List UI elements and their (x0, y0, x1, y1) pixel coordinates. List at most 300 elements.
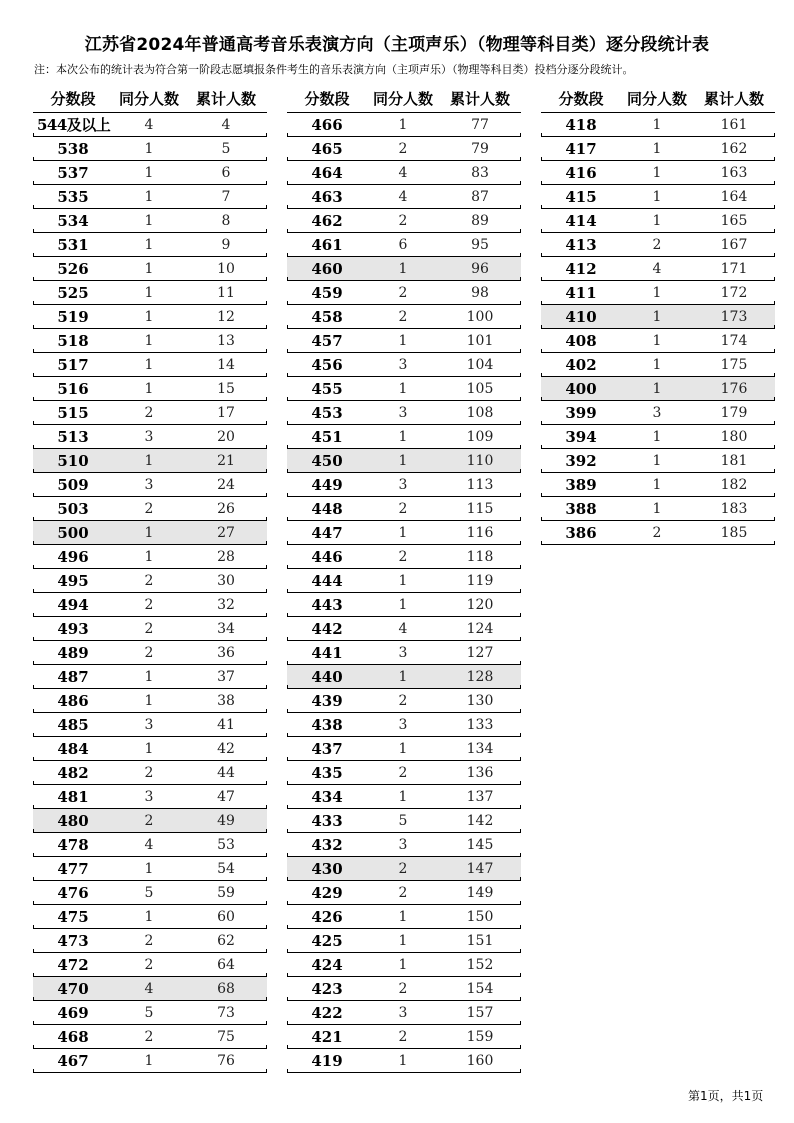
count-cell: 1 (144, 524, 154, 541)
score-cell: 493 (57, 619, 89, 638)
total-cell: 68 (217, 980, 235, 997)
total-cell: 164 (720, 188, 748, 205)
table-row (287, 641, 521, 665)
table-row (33, 569, 267, 593)
total-cell: 167 (720, 236, 748, 253)
total-cell: 30 (217, 572, 235, 589)
count-cell: 1 (398, 596, 408, 613)
count-cell: 1 (652, 452, 662, 469)
count-cell: 1 (652, 188, 662, 205)
score-cell: 494 (57, 595, 89, 614)
total-cell: 4 (221, 116, 231, 133)
total-cell: 77 (471, 116, 489, 133)
total-cell: 171 (720, 260, 748, 277)
count-cell: 2 (398, 308, 408, 325)
total-cell: 108 (466, 404, 494, 421)
score-cell: 455 (311, 379, 343, 398)
count-cell: 1 (144, 308, 154, 325)
total-cell: 5 (221, 140, 231, 157)
header-count: 同分人数 (626, 89, 687, 108)
table-header (33, 84, 267, 113)
table-row (287, 665, 521, 689)
score-cell: 477 (57, 859, 89, 878)
total-cell: 47 (217, 788, 235, 805)
score-cell: 453 (311, 403, 343, 422)
table-column-2 (287, 84, 521, 1073)
total-cell: 137 (466, 788, 494, 805)
score-cell: 447 (311, 523, 343, 542)
score-cell: 534 (57, 211, 89, 230)
score-cell: 440 (311, 667, 343, 686)
count-cell: 3 (144, 716, 154, 733)
score-cell: 473 (57, 931, 89, 950)
total-cell: 15 (217, 380, 235, 397)
score-cell: 465 (311, 139, 343, 158)
table-row (287, 233, 521, 257)
total-cell: 163 (720, 164, 748, 181)
table-row (287, 257, 521, 281)
total-cell: 180 (720, 428, 748, 445)
score-cell: 429 (311, 883, 343, 902)
score-cell: 450 (311, 451, 343, 470)
table-row (287, 137, 521, 161)
total-cell: 175 (720, 356, 748, 373)
score-cell: 475 (57, 907, 89, 926)
table-header (287, 84, 521, 113)
total-cell: 136 (466, 764, 494, 781)
table-row (33, 857, 267, 881)
table-row (287, 857, 521, 881)
table-row (33, 641, 267, 665)
count-cell: 1 (398, 1052, 408, 1069)
total-cell: 145 (466, 836, 494, 853)
count-cell: 1 (398, 260, 408, 277)
total-cell: 37 (217, 668, 235, 685)
total-cell: 100 (466, 308, 494, 325)
table-row (33, 665, 267, 689)
total-cell: 101 (466, 332, 494, 349)
table-row (287, 761, 521, 785)
score-cell: 519 (57, 307, 89, 326)
count-cell: 2 (398, 764, 408, 781)
table-row (541, 161, 775, 185)
score-cell: 451 (311, 427, 343, 446)
score-cell: 399 (565, 403, 597, 422)
count-cell: 2 (144, 404, 154, 421)
table-row (287, 377, 521, 401)
score-cell: 472 (57, 955, 89, 974)
score-cell: 392 (565, 451, 597, 470)
total-cell: 149 (466, 884, 494, 901)
table-row (33, 401, 267, 425)
table-rows (541, 113, 775, 545)
table-row (541, 137, 775, 161)
count-cell: 1 (144, 332, 154, 349)
total-cell: 87 (471, 188, 489, 205)
count-cell: 3 (144, 428, 154, 445)
total-cell: 44 (217, 764, 235, 781)
table-row (287, 401, 521, 425)
score-cell: 432 (311, 835, 343, 854)
score-cell: 482 (57, 763, 89, 782)
total-cell: 172 (720, 284, 748, 301)
count-cell: 1 (144, 740, 154, 757)
score-cell: 412 (565, 259, 597, 278)
count-cell: 1 (652, 500, 662, 517)
total-cell: 130 (466, 692, 494, 709)
count-cell: 1 (652, 284, 662, 301)
count-cell: 2 (398, 548, 408, 565)
score-cell: 419 (311, 1051, 343, 1070)
table-row (33, 809, 267, 833)
count-cell: 2 (398, 1028, 408, 1045)
score-cell: 434 (311, 787, 343, 806)
total-cell: 154 (466, 980, 494, 997)
score-cell: 449 (311, 475, 343, 494)
score-cell: 458 (311, 307, 343, 326)
table-note: 注：本次公布的统计表为符合第一阶段志愿填报条件考生的音乐表演方向（主项声乐）（物理等科目类）投档分逐分段统计。 (34, 63, 634, 76)
table-row (33, 521, 267, 545)
count-cell: 1 (398, 908, 408, 925)
total-cell: 128 (466, 668, 494, 685)
score-cell: 394 (565, 427, 597, 446)
score-cell: 423 (311, 979, 343, 998)
score-cell: 515 (57, 403, 89, 422)
total-cell: 14 (217, 356, 235, 373)
total-cell: 41 (217, 716, 235, 733)
count-cell: 1 (652, 212, 662, 229)
count-cell: 2 (652, 524, 662, 541)
count-cell: 1 (652, 476, 662, 493)
count-cell: 1 (652, 116, 662, 133)
page-footer: 第1页，共1页 (688, 1089, 764, 1103)
count-cell: 6 (398, 236, 408, 253)
count-cell: 2 (398, 884, 408, 901)
table-row (33, 953, 267, 977)
total-cell: 134 (466, 740, 494, 757)
score-cell: 489 (57, 643, 89, 662)
count-cell: 1 (398, 452, 408, 469)
table-column-3 (541, 84, 775, 545)
table-row (287, 161, 521, 185)
table-row (33, 353, 267, 377)
total-cell: 124 (466, 620, 494, 637)
count-cell: 4 (144, 836, 154, 853)
total-cell: 21 (217, 452, 235, 469)
total-cell: 28 (217, 548, 235, 565)
count-cell: 3 (652, 404, 662, 421)
table-row (287, 977, 521, 1001)
total-cell: 11 (217, 284, 235, 301)
total-cell: 120 (466, 596, 494, 613)
score-cell: 481 (57, 787, 89, 806)
page-title: 江苏省2024年普通高考音乐表演方向（主项声乐）（物理等科目类）逐分段统计表 (84, 35, 710, 55)
table-row (541, 233, 775, 257)
score-cell: 386 (565, 523, 597, 542)
total-cell: 64 (217, 956, 235, 973)
table-row (33, 473, 267, 497)
count-cell: 1 (652, 332, 662, 349)
count-cell: 1 (144, 212, 154, 229)
total-cell: 6 (221, 164, 231, 181)
table-row (33, 905, 267, 929)
count-cell: 1 (144, 260, 154, 277)
score-cell: 538 (57, 139, 89, 158)
total-cell: 38 (217, 692, 235, 709)
count-cell: 1 (652, 356, 662, 373)
score-cell: 400 (565, 379, 597, 398)
score-cell: 416 (565, 163, 597, 182)
count-cell: 2 (144, 500, 154, 517)
total-cell: 53 (217, 836, 235, 853)
count-cell: 3 (398, 404, 408, 421)
count-cell: 1 (652, 140, 662, 157)
table-row (541, 425, 775, 449)
total-cell: 142 (466, 812, 494, 829)
table-row (287, 209, 521, 233)
count-cell: 4 (144, 980, 154, 997)
table-row (33, 137, 267, 161)
table-row (33, 329, 267, 353)
table-row (541, 329, 775, 353)
count-cell: 5 (398, 812, 408, 829)
total-cell: 26 (217, 500, 235, 517)
table-row (287, 617, 521, 641)
count-cell: 1 (144, 1052, 154, 1069)
count-cell: 1 (398, 116, 408, 133)
total-cell: 49 (217, 812, 235, 829)
score-cell: 466 (311, 115, 343, 134)
table-row (33, 209, 267, 233)
score-cell: 470 (57, 979, 89, 998)
table-row (287, 521, 521, 545)
table-row (33, 593, 267, 617)
score-cell: 517 (57, 355, 89, 374)
score-cell: 503 (57, 499, 89, 518)
total-cell: 161 (720, 116, 748, 133)
total-cell: 162 (720, 140, 748, 157)
total-cell: 174 (720, 332, 748, 349)
table-column-1 (33, 84, 267, 1073)
total-cell: 119 (466, 572, 494, 589)
header-score: 分数段 (558, 89, 604, 108)
table-row (287, 737, 521, 761)
header-score: 分数段 (50, 89, 96, 108)
table-row (33, 977, 267, 1001)
count-cell: 1 (652, 428, 662, 445)
count-cell: 1 (144, 548, 154, 565)
score-cell: 439 (311, 691, 343, 710)
table-row (287, 905, 521, 929)
total-cell: 95 (471, 236, 489, 253)
score-cell: 456 (311, 355, 343, 374)
table-header (541, 84, 775, 113)
count-cell: 1 (398, 956, 408, 973)
score-cell: 496 (57, 547, 89, 566)
count-cell: 1 (144, 356, 154, 373)
score-cell: 469 (57, 1003, 89, 1022)
score-cell: 443 (311, 595, 343, 614)
score-cell: 468 (57, 1027, 89, 1046)
table-row (287, 449, 521, 473)
count-cell: 2 (144, 812, 154, 829)
table-row (541, 449, 775, 473)
count-cell: 3 (398, 476, 408, 493)
table-row (33, 281, 267, 305)
count-cell: 2 (398, 212, 408, 229)
count-cell: 3 (144, 476, 154, 493)
score-cell: 537 (57, 163, 89, 182)
score-cell: 525 (57, 283, 89, 302)
table-row (33, 785, 267, 809)
count-cell: 4 (652, 260, 662, 277)
score-cell: 411 (565, 283, 597, 302)
total-cell: 73 (217, 1004, 235, 1021)
count-cell: 4 (398, 620, 408, 637)
total-cell: 118 (466, 548, 494, 565)
score-cell: 544及以上 (37, 116, 111, 134)
score-cell: 462 (311, 211, 343, 230)
table-row (287, 785, 521, 809)
score-cell: 459 (311, 283, 343, 302)
total-cell: 34 (217, 620, 235, 637)
table-row (287, 593, 521, 617)
score-cell: 421 (311, 1027, 343, 1046)
total-cell: 24 (217, 476, 235, 493)
total-cell: 9 (221, 236, 231, 253)
count-cell: 1 (398, 932, 408, 949)
table-row (541, 185, 775, 209)
count-cell: 1 (144, 668, 154, 685)
table-row (287, 545, 521, 569)
score-cell: 446 (311, 547, 343, 566)
score-cell: 467 (57, 1051, 89, 1070)
header-total: 累计人数 (449, 89, 510, 108)
score-cell: 495 (57, 571, 89, 590)
table-row (541, 113, 775, 137)
score-cell: 460 (311, 259, 343, 278)
total-cell: 10 (217, 260, 235, 277)
header-score: 分数段 (304, 89, 350, 108)
table-row (287, 569, 521, 593)
table-row (33, 161, 267, 185)
score-cell: 448 (311, 499, 343, 518)
count-cell: 1 (144, 860, 154, 877)
total-cell: 165 (720, 212, 748, 229)
table-row (33, 617, 267, 641)
count-cell: 1 (652, 164, 662, 181)
score-cell: 461 (311, 235, 343, 254)
count-cell: 2 (144, 644, 154, 661)
count-cell: 3 (398, 644, 408, 661)
total-cell: 54 (217, 860, 235, 877)
table-row (33, 425, 267, 449)
table-row (541, 377, 775, 401)
count-cell: 3 (398, 1004, 408, 1021)
table-row (541, 521, 775, 545)
table-row (287, 113, 521, 137)
count-cell: 2 (398, 140, 408, 157)
table-row (33, 929, 267, 953)
score-cell: 535 (57, 187, 89, 206)
count-cell: 1 (398, 332, 408, 349)
table-row (33, 1025, 267, 1049)
table-row (33, 833, 267, 857)
total-cell: 60 (217, 908, 235, 925)
count-cell: 2 (144, 1028, 154, 1045)
score-cell: 425 (311, 931, 343, 950)
table-row (33, 257, 267, 281)
score-cell: 463 (311, 187, 343, 206)
score-cell: 444 (311, 571, 343, 590)
table-row (33, 113, 267, 137)
total-cell: 13 (217, 332, 235, 349)
count-cell: 1 (652, 308, 662, 325)
total-cell: 83 (471, 164, 489, 181)
table-row (287, 473, 521, 497)
table-row (33, 497, 267, 521)
total-cell: 179 (720, 404, 748, 421)
count-cell: 4 (144, 116, 154, 133)
count-cell: 1 (398, 428, 408, 445)
total-cell: 115 (466, 500, 494, 517)
score-cell: 478 (57, 835, 89, 854)
table-row (287, 953, 521, 977)
table-row (33, 185, 267, 209)
total-cell: 127 (466, 644, 494, 661)
score-cell: 476 (57, 883, 89, 902)
table-row (541, 257, 775, 281)
total-cell: 105 (466, 380, 494, 397)
count-cell: 2 (144, 572, 154, 589)
table-row (33, 1049, 267, 1073)
count-cell: 3 (398, 356, 408, 373)
header-count: 同分人数 (118, 89, 179, 108)
score-cell: 408 (565, 331, 597, 350)
total-cell: 20 (217, 428, 235, 445)
total-cell: 182 (720, 476, 748, 493)
table-row (287, 809, 521, 833)
table-row (33, 713, 267, 737)
count-cell: 1 (144, 908, 154, 925)
table-row (287, 305, 521, 329)
table-row (287, 881, 521, 905)
count-cell: 2 (144, 956, 154, 973)
table-row (541, 281, 775, 305)
score-cell: 484 (57, 739, 89, 758)
score-cell: 417 (565, 139, 597, 158)
table-row (287, 1001, 521, 1025)
table-row (33, 881, 267, 905)
score-cell: 438 (311, 715, 343, 734)
score-cell: 485 (57, 715, 89, 734)
table-row (287, 497, 521, 521)
score-cell: 418 (565, 115, 597, 134)
table-row (287, 281, 521, 305)
table-row (287, 425, 521, 449)
count-cell: 1 (144, 380, 154, 397)
count-cell: 3 (144, 788, 154, 805)
count-cell: 2 (652, 236, 662, 253)
score-cell: 518 (57, 331, 89, 350)
count-cell: 1 (398, 740, 408, 757)
total-cell: 109 (466, 428, 494, 445)
count-cell: 1 (652, 380, 662, 397)
table-row (541, 473, 775, 497)
score-cell: 402 (565, 355, 597, 374)
table-row (287, 185, 521, 209)
score-cell: 410 (565, 307, 597, 326)
